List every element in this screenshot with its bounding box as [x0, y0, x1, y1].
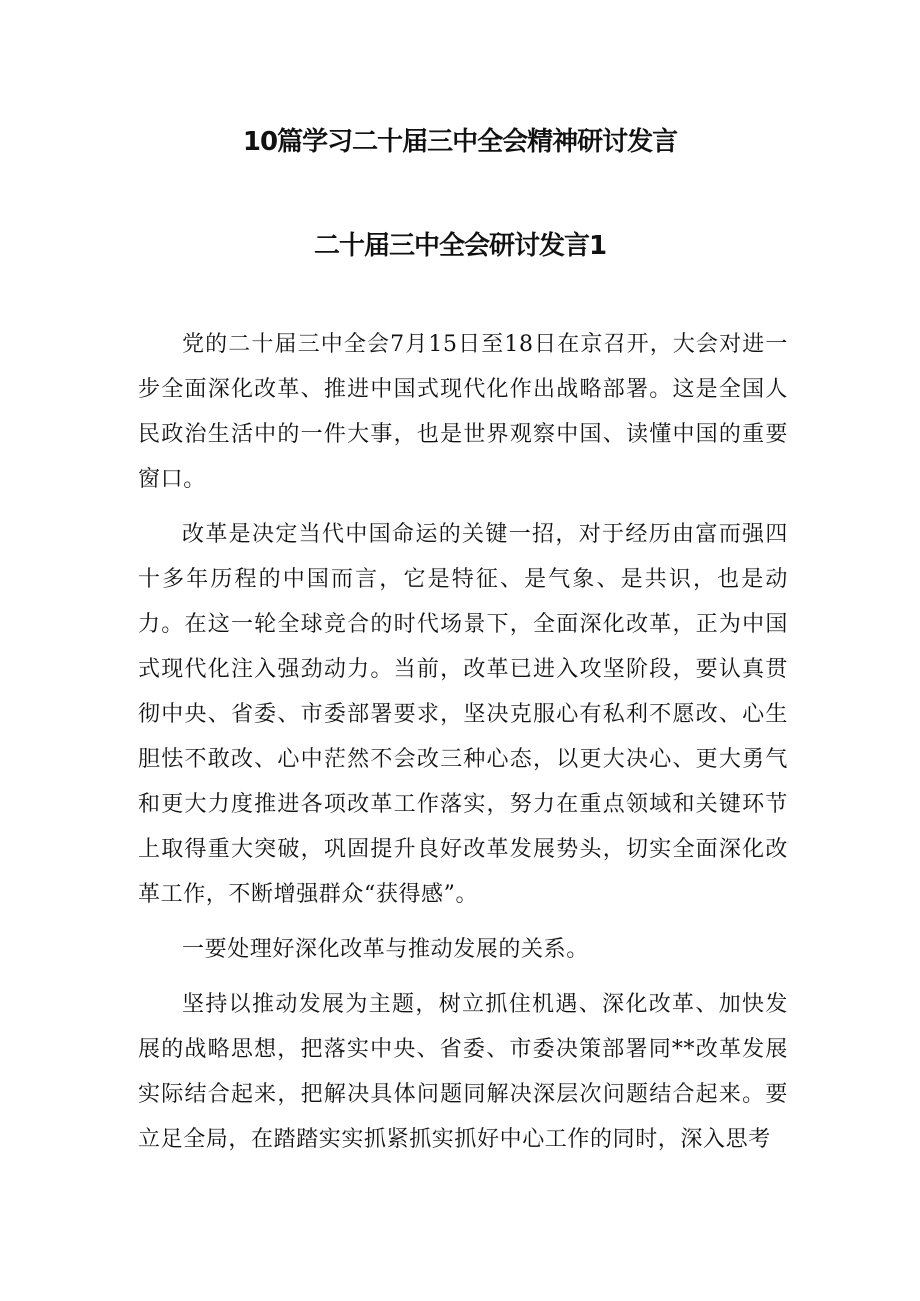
paragraph: 党的二十届三中全会7月15日至18日在京召开，大会对进一步全面深化改革、推进中国式现代化作出战略部署。这是全国人民政治生活中的一件大事，也是世界观察中国、读懂中国的重要窗口。 — [138, 332, 788, 492]
paragraph: 一要处理好深化改革与推动发展的关系。 — [182, 937, 589, 962]
document-title: 10篇学习二十届三中全会精神研讨发言 — [242, 127, 678, 157]
document-body — [138, 322, 788, 1172]
section-title: 二十届三中全会研讨发言1 — [313, 231, 607, 261]
paragraph: 坚持以推动发展为主题，树立抓住机遇、深化改革、加快发展的战略思想，把落实中央、省委、市委决策部署同**改革发展实际结合起来，把解决具体问题同解决深层次问题结合起来。要立足全局，在踏踏实实抓紧抓实抓好中心工作的同时，深入思考 — [138, 992, 788, 1152]
paragraph: 改革是决定当代中国命运的关键一招，对于经历由富而强四十多年历程的中国而言，它是特征、是气象、是共识，也是动力。在这一轮全球竞合的时代场景下，全面深化改革，正为中国式现代化注入强劲动力。当前，改革已进入攻坚阶段，要认真贯彻中央、省委、市委部署要求，坚决克服心有私利不愿改、心生胆怯不敢改、心中茫然不会改三种心态，以更大决心、更大勇气和更大力度推进各项改革工作落实，努力在重点领域和关键环节上取得重大突破，巩固提升良好改革发展势头，切实全面深化改革工作，不断增强群众“获得感”。 — [138, 522, 788, 907]
